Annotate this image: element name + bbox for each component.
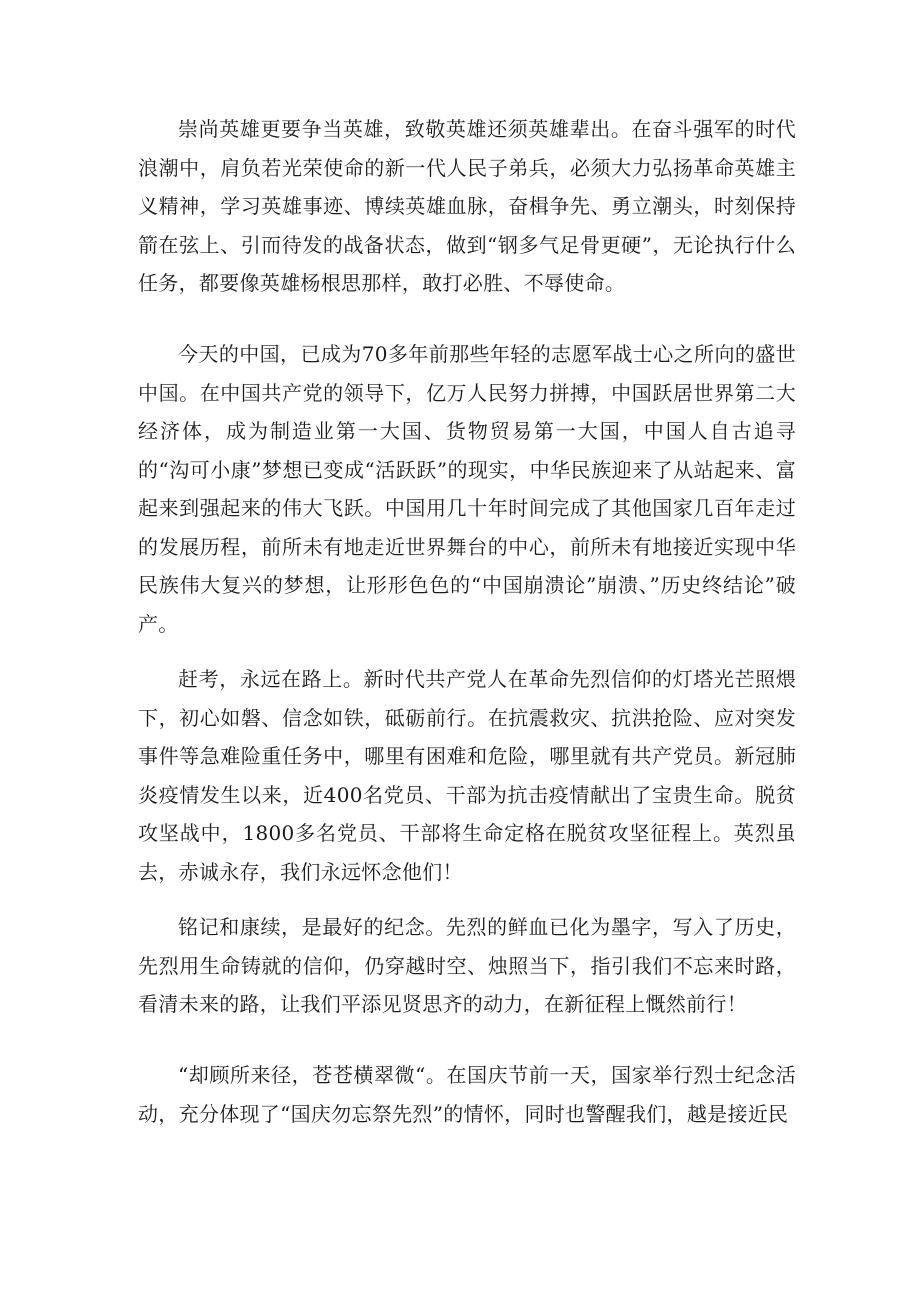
paragraph-exam-on-road: 赶考，永远在路上。新时代共产党人在革命先烈信仰的灯塔光芒照煨下，初心如磐、信念如铁，砥砺前行。在抗震救灾、抗洪抢险、应对突发事件等急难险重任务中，哪里有困难和危险，哪里就有共产党员。新冠肺炎疫情发生以来，近400名党员、干部为抗击疫情献出了宝贵生命。脱贫攻坚战中，1800多名党员、干部将生命定格在脱贫攻坚征程上。英烈虽去，赤诚永存，我们永远怀念他们！ (138, 667, 796, 884)
paragraph-national-day: “却顾所来径，苍苍横翠微“。在国庆节前一天，国家举行烈士纪念活动，充分体现了“国庆勿忘祭先烈”的情怀，同时也警醒我们，越是接近民 (138, 1063, 796, 1126)
paragraph-remember: 铭记和康续，是最好的纪念。先烈的鲜血已化为墨字，写入了历史，先烈用生命铸就的信仰，仍穿越时空、烛照当下，指引我们不忘来时路，看清未来的路，让我们平添见贤思齐的动力，在新征程上慨然前行！ (138, 915, 796, 1016)
paragraph-heroes: 崇尚英雄更要争当英雄，致敬英雄还须英雄辈出。在奋斗强军的时代浪潮中，肩负若光荣使命的新一代人民子弟兵，必须大力弘扬革命英雄主义精神，学习英雄事迹、博续英雄血脉，奋楫争先、勇立潮头，时刻保持箭在弦上、引而待发的战备状态，做到“钢多气足骨更硬”，无论执行什么任务，都要像英雄杨根思那样，敢打必胜、不辱使命。 (138, 117, 796, 295)
paragraph-today-china: 今天的中国，已成为70多年前那些年轻的志愿军战士心之所向的盛世中国。在中国共产党的领导下，亿万人民努力拼搏，中国跃居世界第二大经济体，成为制造业第一大国、货物贸易第一大国，中国人自古追寻的“沟可小康”梦想已变成“活跃跃”的现实，中华民族迎来了从站起来、富起来到强起来的伟大飞跃。中国用几十年时间完成了其他国家几百年走过的发展历程，前所未有地走近世界舞台的中心，前所未有地接近实现中华民族伟大复兴的梦想，让形形色色的“中国崩溃论”崩溃、”历史终结论”破产。 (138, 342, 796, 636)
